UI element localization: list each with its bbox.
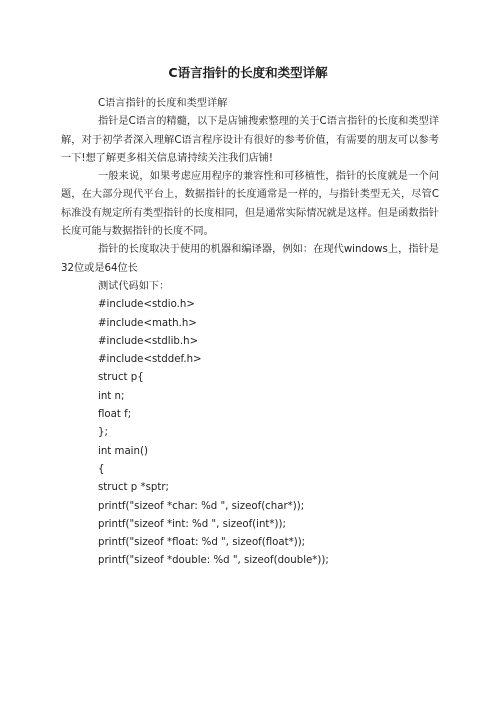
code-line: printf("sizeof *double: %d ", sizeof(double*)); [98, 555, 329, 567]
code-line: int n; [98, 390, 125, 402]
document-title: C语言指针的长度和类型详解 [168, 65, 328, 80]
code-line: }; [98, 427, 108, 439]
code-line: printf("sizeof *int: %d ", sizeof(int*)); [98, 518, 286, 530]
paragraph-test-code-label: 测试代码如下： [98, 280, 170, 292]
code-line: #include<math.h> [98, 317, 197, 329]
code-block [61, 296, 439, 570]
code-line: float f; [98, 409, 132, 421]
document-body [61, 95, 439, 571]
code-line: printf("sizeof *char: %d ", sizeof(char*)); [98, 500, 305, 512]
paragraph-pointer-length: 一般来说，如果考虑应用程序的兼容性和可移植性，指针的长度就是一个问题，在大部分现代平台上，数据指针的长度通常是一样的，与指针类型无关，尽管C标准没有规定所有类型指针的长度相同，但是通常实际情况就是这样。但是函数指针长度可能与数据指针的长度不同。 [61, 171, 439, 238]
code-line: int main() [98, 445, 148, 457]
paragraph-intro: 指针是C语言的精髓，以下是店铺搜索整理的关于C语言指针的长度和类型详解，对于初学者深入理解C语言程序设计有很好的参考价值，有需要的朋友可以参考一下!想了解更多相关信息请持续关注我们店铺! [61, 116, 439, 164]
code-line: { [98, 463, 105, 475]
code-line: #include<stdlib.h> [98, 335, 199, 347]
paragraph-machine-dependence: 指针的长度取决于使用的机器和编译器，例如：在现代windows上，指针是32位或是64位长 [61, 244, 439, 274]
code-line: printf("sizeof *float: %d ", sizeof(float*)); [98, 537, 306, 549]
code-line: struct p{ [98, 372, 144, 384]
code-line: #include<stdio.h> [98, 299, 195, 311]
code-line: struct p *sptr; [98, 482, 169, 494]
code-line: #include<stddef.h> [98, 354, 202, 366]
paragraph-subtitle: C语言指针的长度和类型详解 [98, 98, 228, 109]
